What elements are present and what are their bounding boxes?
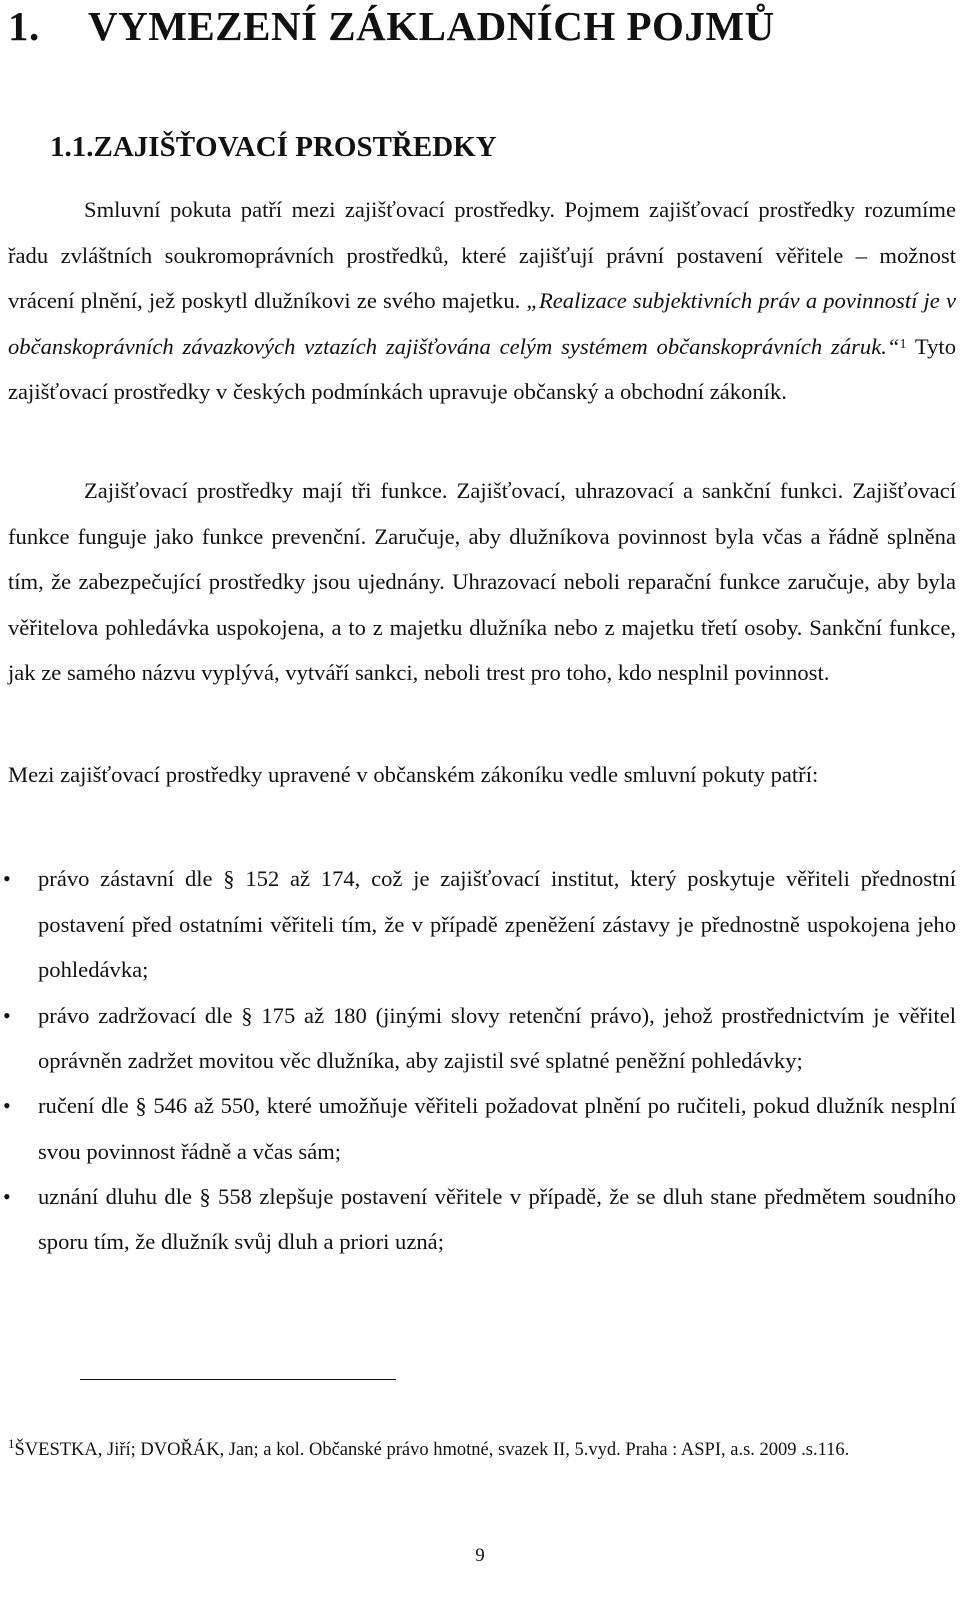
- paragraph-intro-text: Smluvní pokuta patří mezi zajišťovací prostředky. Pojmem zajišťovací prostředky rozumíme řadu zvláštních soukromoprávních prostředků, které zajišťují právní postavení věřitele – možnost vrácení plnění, jež poskytl dlužníkovi ze svého majetku.: [8, 197, 956, 313]
- bullet-icon: •: [3, 1002, 11, 1028]
- paragraph-intro: [8, 187, 956, 415]
- chapter-title: VYMEZENÍ ZÁKLADNÍCH POJMŮ: [88, 3, 775, 49]
- chapter-number: 1.: [8, 3, 40, 49]
- bullet-icon: •: [3, 1093, 11, 1118]
- footnote-reference[interactable]: 1: [899, 336, 907, 352]
- section-heading: [50, 127, 497, 167]
- paragraph-intro-text-end: Tyto zajišťovací prostředky v českých podmínkách upravuje občanský a obchodní zákoník.: [8, 333, 956, 404]
- list-item-text: ručení dle § 546 až 550, které umožňuje věřiteli požadovat plnění po ručiteli, pokud dlužník nesplní svou povinnost řádně a včas sám;: [38, 1093, 956, 1164]
- footnote-text: ŠVESTKA, Jiří; DVOŘÁK, Jan; a kol. Občanské právo hmotné, svazek II, 5.vyd. Praha : ASPI, a.s. 2009 .s.116.: [14, 1440, 850, 1460]
- list-item: [0, 993, 956, 1084]
- citation-quote: „Realizace subjektivních práv a povinností je v občanskoprávních závazkových vztazích zajišťována celým systémem občanskoprávních záruk.“: [8, 288, 956, 359]
- paragraph-list-intro-text: Mezi zajišťovací prostředky upravené v občanském zákoníku vedle smluvní pokuty patří:: [8, 762, 819, 787]
- footnote-separator: [80, 1379, 396, 1380]
- paragraph-functions: [8, 468, 956, 696]
- footnote: [8, 1430, 943, 1470]
- paragraph-functions-text: Zajišťovací prostředky mají tři funkce. Zajišťovací, uhrazovací a sankční funkci. Zajišťovací funkce funguje jako funkce prevenční. Zaručuje, aby dlužníkova povinnost byla včas a řádně splněna tím, že zabezpečující prostředky jsou ujednány. Uhrazovací neboli reparační funkce zaručuje, aby byla věřitelova pohledávka uspokojena, a to z majetku dlužníka nebo z majetku třetí osoby. Sankční funkce, jak ze samého názvu vyplývá, vytváří sankci, neboli trest pro toho, kdo nesplnil povinnost.: [8, 478, 956, 685]
- chapter-heading: [8, 0, 775, 52]
- bullet-icon: •: [3, 1183, 11, 1209]
- page-number: 9: [475, 1545, 485, 1566]
- list-item-text: uznání dluhu dle § 558 zlepšuje postavení věřitele v případě, že se dluh stane předmětem soudního sporu tím, že dlužník svůj dluh a priori uzná;: [38, 1183, 956, 1254]
- list-item: [0, 1083, 956, 1174]
- section-title: ZAJIŠŤOVACÍ PROSTŘEDKY: [93, 131, 497, 163]
- section-number: 1.1.: [50, 131, 94, 163]
- list-item: [0, 856, 956, 993]
- security-instruments-list: [0, 856, 956, 1264]
- list-item: [0, 1174, 956, 1265]
- list-item-text: právo zástavní dle § 152 až 174, což je zajišťovací institut, který poskytuje věřiteli přednostní postavení před ostatními věřiteli tím, že v případě zpeněžení zástavy je přednostně uspokojena jeho pohledávka;: [38, 866, 956, 982]
- footnote-mark: 1: [8, 1436, 15, 1451]
- bullet-icon: •: [3, 866, 11, 891]
- list-item-text: právo zadržovací dle § 175 až 180 (jinými slovy retenční právo), jehož prostřednictvím je věřitel oprávněn zadržet movitou věc dlužníka, aby zajistil své splatné peněžní pohledávky;: [38, 1002, 956, 1073]
- paragraph-list-intro: [8, 752, 956, 798]
